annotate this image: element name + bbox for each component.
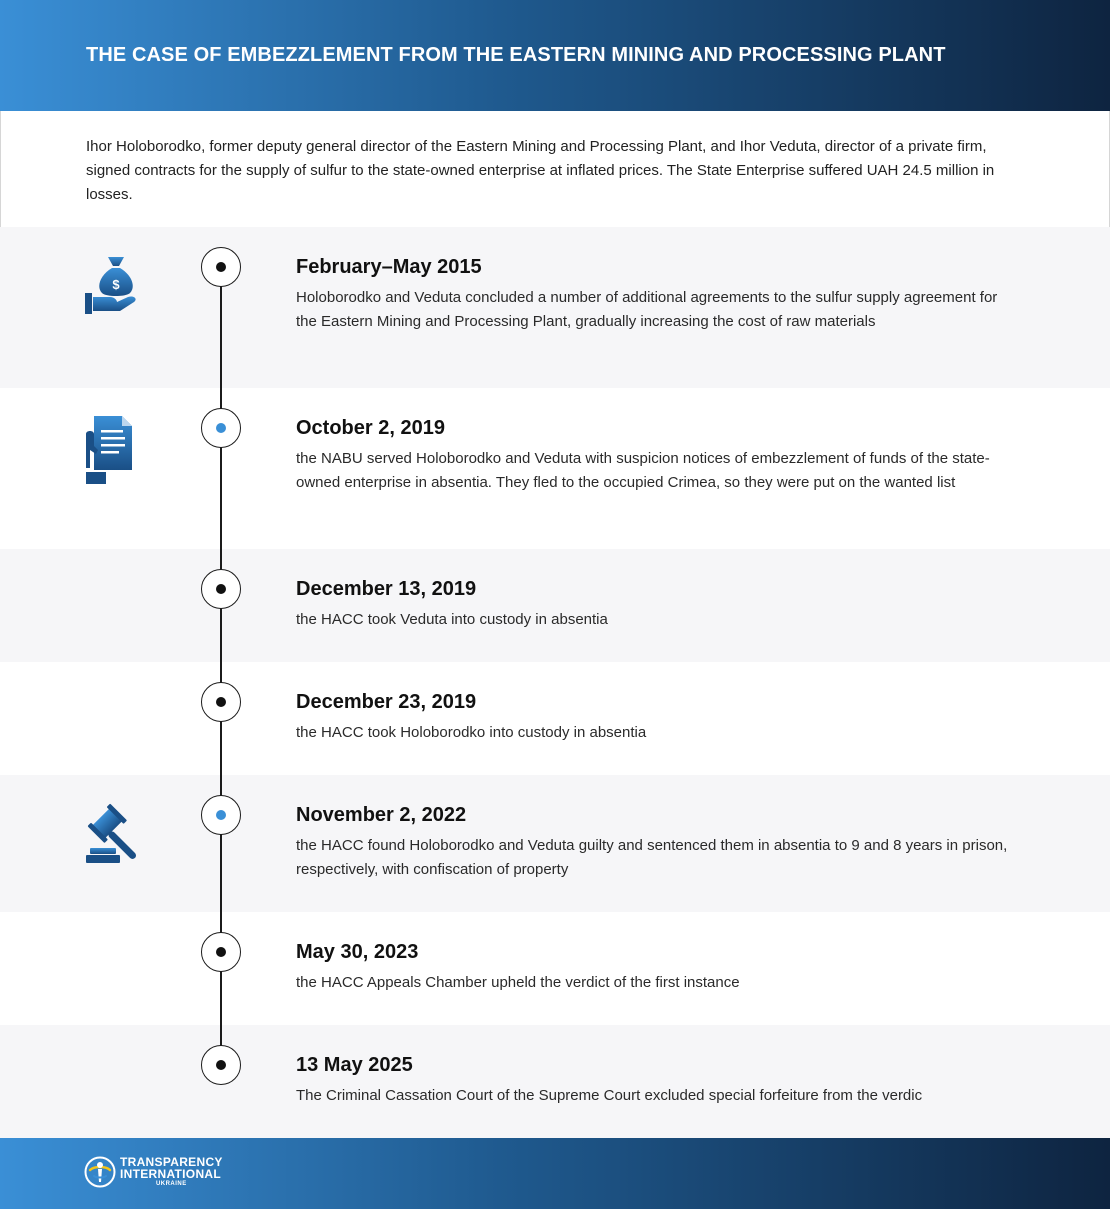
timeline-node	[201, 1045, 241, 1085]
transparency-international-logo[interactable]	[84, 1156, 223, 1188]
timeline-event	[296, 576, 1016, 632]
document-hand-icon	[84, 416, 134, 486]
timeline-node	[201, 569, 241, 609]
intro-paragraph: Ihor Holoborodko, former deputy general director of the Eastern Mining and Processing Plant, and Ihor Veduta, director of a private firm, signed contracts for the supply of sulfur to the state-owned enterprise at inflated prices. The State Enterprise suffered UAH 24.5 million in losses.	[86, 138, 995, 203]
event-date: October 2, 2019	[296, 417, 445, 439]
logo-line-2: INTERNATIONAL	[120, 1167, 222, 1181]
logo-line-3: UKRAINE	[155, 1181, 187, 1187]
gavel-icon	[84, 800, 150, 866]
money-bag-hand-icon	[84, 255, 146, 317]
event-description: The Criminal Cassation Court of the Supreme Court excluded special forfeiture from the verdic	[296, 1087, 923, 1104]
footer-banner	[0, 1138, 1110, 1209]
event-date: 13 May 2025	[296, 1054, 413, 1076]
logo-line-1: TRANSPARENCY	[120, 1155, 223, 1169]
timeline-node	[201, 682, 241, 722]
event-description: the HACC Appeals Chamber upheld the verdict of the first instance	[296, 974, 740, 991]
page-title: THE CASE OF EMBEZZLEMENT FROM THE EASTERN MINING AND PROCESSING PLANT	[86, 44, 946, 66]
event-date: November 2, 2022	[296, 804, 467, 826]
timeline-node	[201, 408, 241, 448]
timeline-node	[201, 795, 241, 835]
event-date: May 30, 2023	[296, 941, 419, 963]
timeline-event	[296, 802, 1016, 882]
event-description: the HACC found Holoborodko and Veduta guilty and sentenced them in absentia to 9 and 8 years in prison, respectively, with confiscation of property	[296, 837, 1008, 878]
event-description: the NABU served Holoborodko and Veduta with suspicion notices of embezzlement of funds of the state-owned enterprise in absentia. They fled to the occupied Crimea, so they were put on the wanted list	[296, 450, 990, 491]
timeline-node	[201, 247, 241, 287]
event-date: December 13, 2019	[296, 578, 477, 600]
event-date: February–May 2015	[296, 256, 482, 278]
timeline-event	[296, 254, 1016, 334]
event-date: December 23, 2019	[296, 691, 477, 713]
event-description: the HACC took Holoborodko into custody in absentia	[296, 724, 647, 741]
event-description: Holoborodko and Veduta concluded a number of additional agreements to the sulfur supply agreement for the Eastern Mining and Processing Plant, gradually increasing the cost of raw materials	[296, 289, 998, 330]
timeline-event	[296, 1052, 1016, 1108]
timeline-event	[296, 689, 1016, 745]
timeline-event	[296, 939, 1016, 995]
header-banner	[0, 0, 1110, 111]
event-description: the HACC took Veduta into custody in absentia	[296, 611, 608, 628]
timeline-event	[296, 415, 1016, 495]
ti-emblem-icon	[84, 1156, 116, 1188]
svg-text:$: $	[112, 277, 120, 292]
timeline-node	[201, 932, 241, 972]
